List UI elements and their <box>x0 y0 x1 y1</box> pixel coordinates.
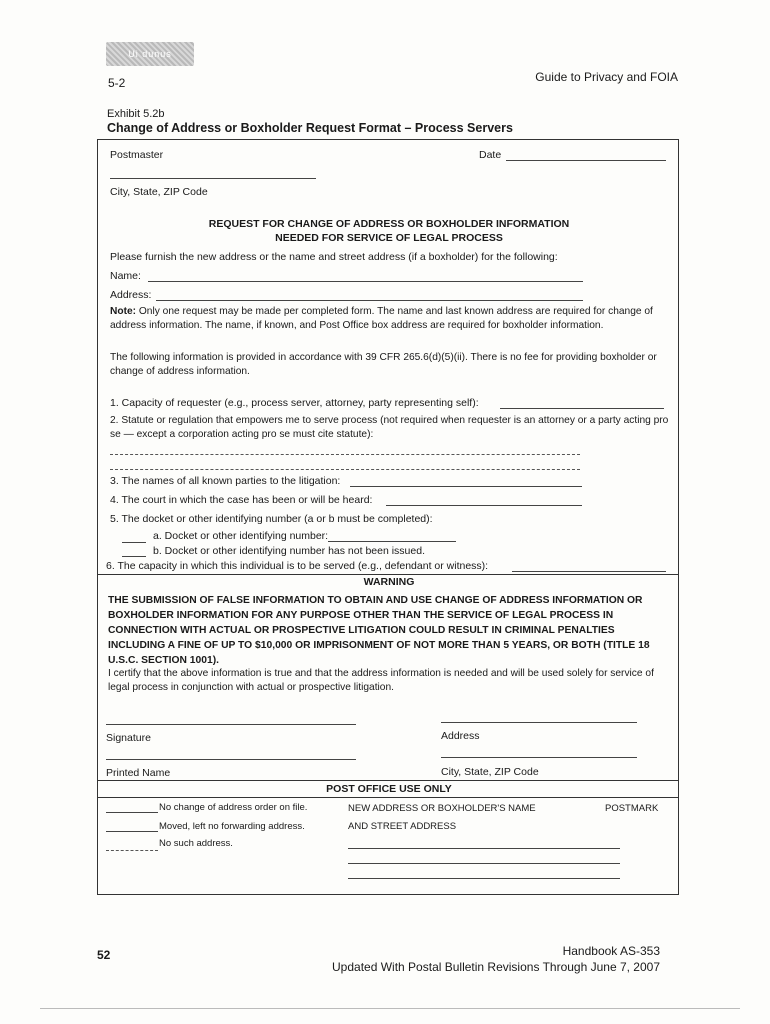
question-1-line[interactable] <box>500 408 664 409</box>
date-line[interactable] <box>506 160 666 161</box>
section-number: 5-2 <box>108 76 126 90</box>
po-option-3-check[interactable] <box>106 850 158 851</box>
post-office-divider <box>98 780 678 781</box>
archive-stamp: Ui dunus <box>106 42 194 66</box>
post-office-heading: POST OFFICE USE ONLY <box>326 783 452 795</box>
question-3-line[interactable] <box>350 486 582 487</box>
date-label: Date <box>479 149 502 161</box>
po-option-2: Moved, left no forwarding address. <box>159 821 305 832</box>
new-address-heading-1: NEW ADDRESS OR BOXHOLDER'S NAME <box>348 803 536 814</box>
question-5: 5. The docket or other identifying number (a or b must be completed): <box>110 513 433 525</box>
postmark-label: POSTMARK <box>605 803 659 814</box>
question-1: 1. Capacity of requester (e.g., process server, attorney, party representing self): <box>110 397 479 409</box>
warning-divider <box>98 574 678 575</box>
post-office-subdivider <box>98 797 678 798</box>
signer-address-label: Address <box>441 730 480 742</box>
postmaster-label: Postmaster <box>110 149 164 161</box>
question-5a-check-line[interactable] <box>122 542 146 543</box>
signature-label: Signature <box>106 732 151 744</box>
question-5b: b. Docket or other identifying number has not been issued. <box>153 545 425 557</box>
note-label: Note: <box>110 306 137 317</box>
intro-text: Please furnish the new address or the name and street address (if a boxholder) for the following: <box>110 251 558 263</box>
question-2-line-1[interactable] <box>110 454 580 455</box>
name-label: Name: <box>110 270 141 282</box>
handbook-title: Handbook AS-353 <box>562 944 660 958</box>
question-6-line[interactable] <box>512 571 666 572</box>
address-line[interactable] <box>156 300 583 301</box>
new-address-line-2[interactable] <box>348 863 620 864</box>
signer-address-line[interactable] <box>441 722 637 723</box>
question-2: 2. Statute or regulation that empowers me to serve process (not required when requester is an attorney or a party acting pro se — except a corporation acting pro se must cite statute): <box>110 415 669 440</box>
city-state-zip-label: City, State, ZIP Code <box>110 186 208 198</box>
form-title-line-1: REQUEST FOR CHANGE OF ADDRESS OR BOXHOLDER INFORMATION <box>208 218 570 230</box>
new-address-line-1[interactable] <box>348 848 620 849</box>
po-option-1-check[interactable] <box>106 812 158 813</box>
po-option-3: No such address. <box>159 838 233 849</box>
address-label: Address: <box>110 289 152 301</box>
question-5b-check-line[interactable] <box>122 556 146 557</box>
note-paragraph <box>110 305 665 333</box>
signature-line[interactable] <box>106 724 356 725</box>
exhibit-label: Exhibit 5.2b <box>107 108 165 120</box>
question-6: 6. The capacity in which this individual is to be served (e.g., defendant or witness): <box>106 560 489 572</box>
scan-edge <box>40 1008 740 1009</box>
signer-city-label: City, State, ZIP Code <box>441 766 539 778</box>
question-2-line-2[interactable] <box>110 469 580 470</box>
name-line[interactable] <box>148 281 583 282</box>
po-option-2-check[interactable] <box>106 831 158 832</box>
po-option-1: No change of address order on file. <box>159 802 308 813</box>
certification-text: I certify that the above information is true and that the address information is needed and will be used solely for service of legal process in conjunction with actual or prospective litigation. <box>108 668 654 693</box>
new-address-heading-2: AND STREET ADDRESS <box>348 821 457 832</box>
revision-note: Updated With Postal Bulletin Revisions Through June 7, 2007 <box>332 960 660 974</box>
exhibit-title: Change of Address or Boxholder Request Format – Process Servers <box>107 121 513 135</box>
question-4-line[interactable] <box>386 505 582 506</box>
printed-name-label: Printed Name <box>106 767 171 779</box>
provision-text: The following information is provided in accordance with 39 CFR 265.6(d)(5)(ii). There is no fee for providing boxholder or change of address information. <box>110 352 657 377</box>
note-text: Only one request may be made per completed form. The name and last known address are required for change of address information. The name, if known, and Post Office box address are required for boxholder information. <box>110 306 653 331</box>
new-address-line-3[interactable] <box>348 878 620 879</box>
printed-name-line[interactable] <box>106 759 356 760</box>
running-head: Guide to Privacy and FOIA <box>535 70 678 84</box>
question-3: 3. The names of all known parties to the litigation: <box>110 475 341 487</box>
request-form <box>97 139 679 895</box>
question-5a: a. Docket or other identifying number: <box>153 530 329 542</box>
question-5a-line[interactable] <box>328 541 456 542</box>
warning-text: THE SUBMISSION OF FALSE INFORMATION TO OBTAIN AND USE CHANGE OF ADDRESS INFORMATION OR BOXHOLDER INFORMATION FOR ANY PURPOSE OTHER THAN THE SERVICE OF LEGAL PROCESS IN CONNECTION WITH ACTUAL OR PROSPECTIVE LITIGATION COULD RESULT IN CRIMINAL PENALTIES INCLUDING A FINE OF UP TO $10,000 OR IMPRISONMENT OF NOT MORE THAN 5 YEARS, OR BOTH (TITLE 18 U.S.C. SECTION 1001). <box>108 595 650 666</box>
postmaster-city-line[interactable] <box>110 178 316 179</box>
page-number: 52 <box>97 948 111 962</box>
warning-heading: WARNING <box>363 576 415 588</box>
form-title-line-2: NEEDED FOR SERVICE OF LEGAL PROCESS <box>275 232 503 244</box>
question-4: 4. The court in which the case has been or will be heard: <box>110 494 373 506</box>
signer-city-line[interactable] <box>441 757 637 758</box>
